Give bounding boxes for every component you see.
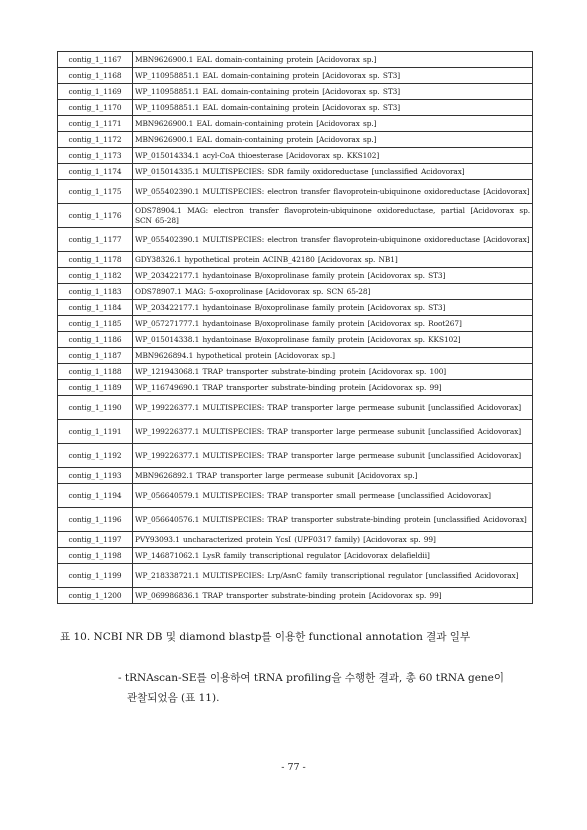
contig-id-cell: contig_1_1169 bbox=[58, 84, 133, 100]
annotation-cell: WP_056640576.1 MULTISPECIES: TRAP transporter substrate-binding protein [unclassified Acidovorax] bbox=[133, 508, 533, 532]
table-row bbox=[58, 364, 533, 380]
table-row bbox=[58, 300, 533, 316]
contig-id-cell: contig_1_1196 bbox=[58, 508, 133, 532]
table-row bbox=[58, 484, 533, 508]
contig-id-cell: contig_1_1174 bbox=[58, 164, 133, 180]
table-row bbox=[58, 100, 533, 116]
annotation-cell: WP_199226377.1 MULTISPECIES: TRAP transporter large permease subunit [unclassified Acidovorax] bbox=[133, 420, 533, 444]
table-row bbox=[58, 132, 533, 148]
table-row bbox=[58, 180, 533, 204]
annotation-cell: WP_015014338.1 hydantoinase B/oxoprolinase family protein [Acidovorax sp. KKS102] bbox=[133, 332, 533, 348]
table-row bbox=[58, 228, 533, 252]
contig-id-cell: contig_1_1175 bbox=[58, 180, 133, 204]
table-row bbox=[58, 84, 533, 100]
annotation-cell: WP_116749690.1 TRAP transporter substrate-binding protein [Acidovorax sp. 99] bbox=[133, 380, 533, 396]
contig-id-cell: contig_1_1182 bbox=[58, 268, 133, 284]
contig-id-cell: contig_1_1168 bbox=[58, 68, 133, 84]
contig-id-cell: contig_1_1177 bbox=[58, 228, 133, 252]
paragraph-line-1: - tRNAscan-SE를 이용하여 tRNA profiling을 수행한 결과, 총 60 tRNA gene이 bbox=[118, 672, 505, 684]
contig-id-cell: contig_1_1186 bbox=[58, 332, 133, 348]
annotation-cell: WP_056640579.1 MULTISPECIES: TRAP transporter small permease [unclassified Acidovorax] bbox=[133, 484, 533, 508]
table-row bbox=[58, 508, 533, 532]
annotation-cell: WP_110958851.1 EAL domain-containing protein [Acidovorax sp. ST3] bbox=[133, 100, 533, 116]
annotation-cell: WP_015014335.1 MULTISPECIES: SDR family oxidoreductase [unclassified Acidovorax] bbox=[133, 164, 533, 180]
table-row bbox=[58, 564, 533, 588]
annotation-cell: WP_218338721.1 MULTISPECIES: Lrp/AsnC family transcriptional regulator [unclassified Acidovorax] bbox=[133, 564, 533, 588]
annotation-cell: WP_110958851.1 EAL domain-containing protein [Acidovorax sp. ST3] bbox=[133, 68, 533, 84]
paragraph-line-2: 관찰되었음 (표 11). bbox=[127, 692, 220, 704]
table-row bbox=[58, 588, 533, 604]
table-row bbox=[58, 348, 533, 364]
table-row bbox=[58, 396, 533, 420]
annotation-cell: MBN9626894.1 hypothetical protein [Acidovorax sp.] bbox=[133, 348, 533, 364]
table-row bbox=[58, 284, 533, 300]
contig-id-cell: contig_1_1192 bbox=[58, 444, 133, 468]
contig-id-cell: contig_1_1194 bbox=[58, 484, 133, 508]
table-row bbox=[58, 332, 533, 348]
annotation-cell: WP_121943068.1 TRAP transporter substrate-binding protein [Acidovorax sp. 100] bbox=[133, 364, 533, 380]
table-row bbox=[58, 164, 533, 180]
annotation-cell: WP_203422177.1 hydantoinase B/oxoprolinase family protein [Acidovorax sp. ST3] bbox=[133, 268, 533, 284]
annotation-cell: WP_055402390.1 MULTISPECIES: electron transfer flavoprotein-ubiquinone oxidoreductase [Acidovorax] bbox=[133, 180, 533, 204]
annotation-cell: MBN9626900.1 EAL domain-containing protein [Acidovorax sp.] bbox=[133, 116, 533, 132]
contig-id-cell: contig_1_1178 bbox=[58, 252, 133, 268]
annotation-cell: MBN9626892.1 TRAP transporter large permease subunit [Acidovorax sp.] bbox=[133, 468, 533, 484]
table-row bbox=[58, 380, 533, 396]
contig-id-cell: contig_1_1193 bbox=[58, 468, 133, 484]
contig-id-cell: contig_1_1191 bbox=[58, 420, 133, 444]
contig-id-cell: contig_1_1190 bbox=[58, 396, 133, 420]
contig-id-cell: contig_1_1176 bbox=[58, 204, 133, 228]
contig-id-cell: contig_1_1183 bbox=[58, 284, 133, 300]
table-row bbox=[58, 468, 533, 484]
contig-id-cell: contig_1_1184 bbox=[58, 300, 133, 316]
table-row bbox=[58, 548, 533, 564]
table-row bbox=[58, 268, 533, 284]
annotation-cell: WP_015014334.1 acyl-CoA thioesterase [Acidovorax sp. KKS102] bbox=[133, 148, 533, 164]
contig-id-cell: contig_1_1170 bbox=[58, 100, 133, 116]
contig-id-cell: contig_1_1167 bbox=[58, 52, 133, 68]
table-row bbox=[58, 316, 533, 332]
contig-id-cell: contig_1_1197 bbox=[58, 532, 133, 548]
contig-id-cell: contig_1_1199 bbox=[58, 564, 133, 588]
table-caption: 표 10. NCBI NR DB 및 diamond blastp를 이용한 functional annotation 결과 일부 bbox=[60, 631, 471, 643]
table-row bbox=[58, 420, 533, 444]
page-number: - 77 - bbox=[281, 762, 306, 773]
annotation-cell: ODS78904.1 MAG: electron transfer flavoprotein-ubiquinone oxidoreductase, partial [Acidovorax sp. SCN 65-28] bbox=[133, 204, 533, 228]
annotation-cell: WP_203422177.1 hydantoinase B/oxoprolinase family protein [Acidovorax sp. ST3] bbox=[133, 300, 533, 316]
annotation-cell: ODS78907.1 MAG: 5-oxoprolinase [Acidovorax sp. SCN 65-28] bbox=[133, 284, 533, 300]
table-row bbox=[58, 204, 533, 228]
annotation-cell: WP_069986836.1 TRAP transporter substrate-binding protein [Acidovorax sp. 99] bbox=[133, 588, 533, 604]
body-paragraph bbox=[118, 668, 528, 708]
annotation-cell: WP_146871062.1 LysR family transcriptional regulator [Acidovorax delafieldii] bbox=[133, 548, 533, 564]
annotation-cell: GDY38326.1 hypothetical protein ACINB_42180 [Acidovorax sp. NB1] bbox=[133, 252, 533, 268]
table-row bbox=[58, 116, 533, 132]
annotation-table-body bbox=[58, 52, 533, 604]
contig-id-cell: contig_1_1173 bbox=[58, 148, 133, 164]
contig-id-cell: contig_1_1189 bbox=[58, 380, 133, 396]
contig-id-cell: contig_1_1171 bbox=[58, 116, 133, 132]
contig-id-cell: contig_1_1198 bbox=[58, 548, 133, 564]
annotation-cell: WP_199226377.1 MULTISPECIES: TRAP transporter large permease subunit [unclassified Acidovorax] bbox=[133, 396, 533, 420]
contig-id-cell: contig_1_1185 bbox=[58, 316, 133, 332]
contig-id-cell: contig_1_1188 bbox=[58, 364, 133, 380]
annotation-cell: WP_055402390.1 MULTISPECIES: electron transfer flavoprotein-ubiquinone oxidoreductase [Acidovorax] bbox=[133, 228, 533, 252]
annotation-cell: WP_057271777.1 hydantoinase B/oxoprolinase family protein [Acidovorax sp. Root267] bbox=[133, 316, 533, 332]
contig-id-cell: contig_1_1187 bbox=[58, 348, 133, 364]
contig-id-cell: contig_1_1172 bbox=[58, 132, 133, 148]
annotation-cell: WP_199226377.1 MULTISPECIES: TRAP transporter large permease subunit [unclassified Acidovorax] bbox=[133, 444, 533, 468]
contig-id-cell: contig_1_1200 bbox=[58, 588, 133, 604]
annotation-cell: PVY93093.1 uncharacterized protein YcsI (UPF0317 family) [Acidovorax sp. 99] bbox=[133, 532, 533, 548]
table-row bbox=[58, 68, 533, 84]
table-row bbox=[58, 532, 533, 548]
table-row bbox=[58, 444, 533, 468]
annotation-table bbox=[57, 51, 533, 604]
table-row bbox=[58, 252, 533, 268]
annotation-cell: MBN9626900.1 EAL domain-containing protein [Acidovorax sp.] bbox=[133, 132, 533, 148]
table-row bbox=[58, 148, 533, 164]
annotation-cell: WP_110958851.1 EAL domain-containing protein [Acidovorax sp. ST3] bbox=[133, 84, 533, 100]
annotation-cell: MBN9626900.1 EAL domain-containing protein [Acidovorax sp.] bbox=[133, 52, 533, 68]
table-row bbox=[58, 52, 533, 68]
